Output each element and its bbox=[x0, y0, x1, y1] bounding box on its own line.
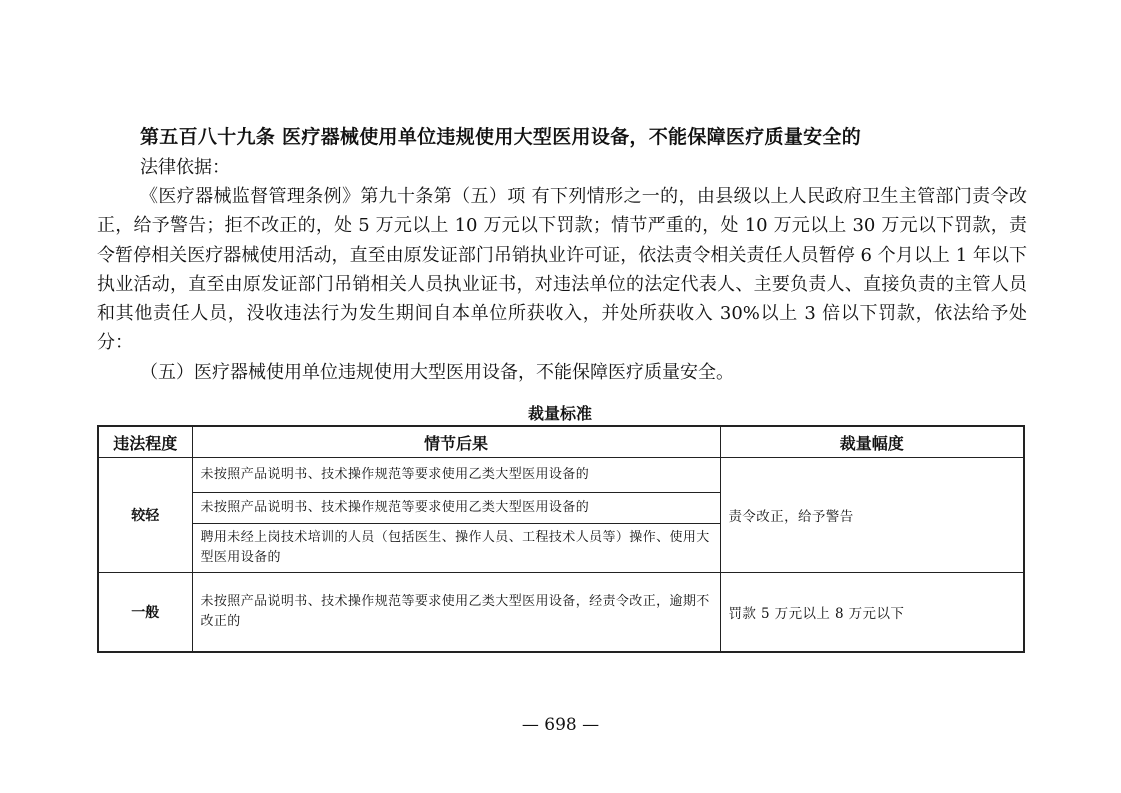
measure-cell: 罚款 5 万元以上 8 万元以下 bbox=[720, 573, 1024, 653]
table-title: 裁量标准 bbox=[527, 404, 592, 423]
circumstance-cell: 未按照产品说明书、技术操作规范等要求使用乙类大型医用设备的 bbox=[192, 458, 720, 493]
table-row bbox=[98, 458, 1024, 493]
circumstance-cell: 未按照产品说明书、技术操作规范等要求使用乙类大型医用设备，经责令改正，逾期不改正的 bbox=[192, 573, 720, 653]
header-circumstance: 情节后果 bbox=[192, 426, 720, 458]
level-cell: 较轻 bbox=[98, 458, 192, 573]
header-level: 违法程度 bbox=[98, 426, 192, 458]
measure-cell: 责令改正，给予警告 bbox=[720, 458, 1024, 573]
article-heading: 第五百八十九条 医疗器械使用单位违规使用大型医用设备，不能保障医疗质量安全的 bbox=[140, 126, 862, 148]
discretion-standard-table bbox=[97, 425, 1025, 653]
table-row bbox=[98, 573, 1024, 653]
level-cell: 一般 bbox=[98, 573, 192, 653]
law-text-block bbox=[97, 182, 1027, 358]
law-text: 《医疗器械监督管理条例》第九十条第（五）项 有下列情形之一的，由县级以上人民政府卫生主管部门责令改正，给予警告；拒不改正的，处 5 万元以上 10 万元以下罚款；情节严重的，处 10 万元以上 30 万元以下罚款，责令暂停相关医疗器械使用活动，直至由原发证部门吊销执业许可证，依法责令相关责任人员暂停 6 个月以上 1 年以下执业活动，直至由原发证部门吊销相关人员执业证书，对违法单位的法定代表人、主要负责人、直接负责的主管人员和其他责任人员，没收违法行为发生期间自本单位所获收入，并处所获收入 30%以上 3 倍以下罚款，依法给予处分： bbox=[97, 186, 1027, 354]
legal-basis-label: 法律依据： bbox=[140, 157, 230, 178]
header-measure: 裁量幅度 bbox=[720, 426, 1024, 458]
page-number: — 698 — bbox=[521, 715, 600, 735]
circumstance-cell: 未按照产品说明书、技术操作规范等要求使用乙类大型医用设备的 bbox=[192, 493, 720, 524]
circumstance-cell: 聘用未经上岗技术培训的人员（包括医生、操作人员、工程技术人员等）操作、使用大型医用设备的 bbox=[192, 524, 720, 573]
table-header-row bbox=[98, 426, 1024, 458]
clause-text: （五）医疗器械使用单位违规使用大型医用设备，不能保障医疗质量安全。 bbox=[140, 362, 734, 383]
